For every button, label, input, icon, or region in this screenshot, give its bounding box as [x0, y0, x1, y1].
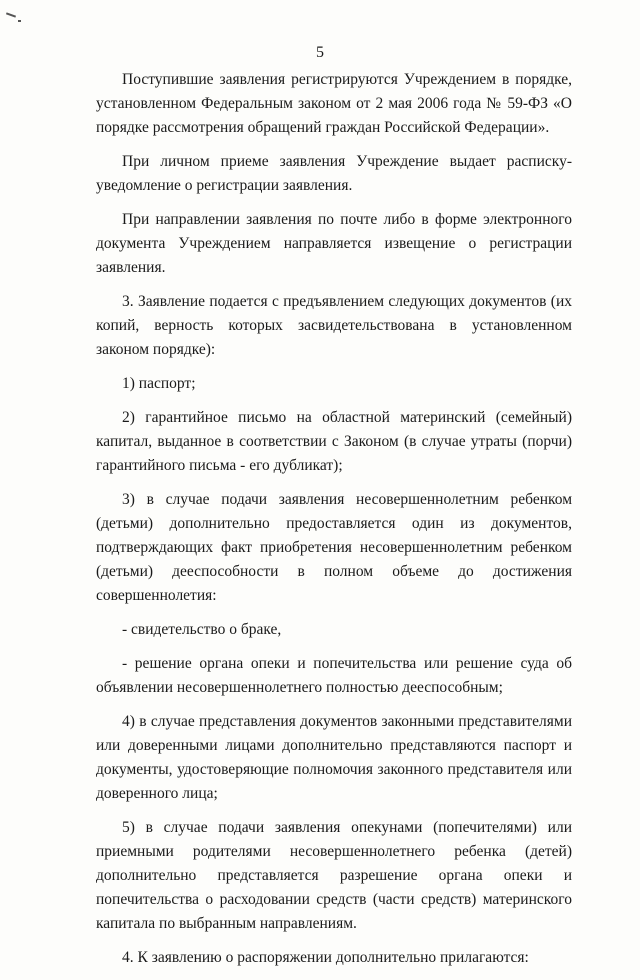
- list-item: 5) в случае подачи заявления опекунами (попечителями) или приемными родителями несовершеннолетнего ребенка (детей) дополнительно представляется разрешение органа опеки и попечительства о расходовании средств (части средств) материнского капитала по выбранным направлениям.: [96, 819, 572, 932]
- scan-mark: [6, 12, 16, 17]
- paragraph: Поступившие заявления регистрируются Учреждением в порядке, установленном Федеральным законом от 2 мая 2006 года № 59-ФЗ «О порядке рассмотрения обращений граждан Российской Федерации».: [96, 71, 572, 136]
- document-body: [96, 68, 572, 980]
- list-item: - свидетельство о браке,: [122, 621, 282, 638]
- page-number: 5: [316, 44, 324, 61]
- scan-mark: [18, 20, 21, 22]
- list-item: 4) в случае представления документов законными представителями или доверенными лицами дополнительно представляются паспорт и документы, удостоверяющие полномочия законного представителя или доверенного лица;: [96, 713, 572, 802]
- paragraph: При направлении заявления по почте либо в форме электронного документа Учреждением направляется извещение о регистрации заявления.: [96, 211, 572, 276]
- list-item: 3) в случае подачи заявления несовершеннолетним ребенком (детьми) дополнительно предоставляется один из документов, подтверждающих факт приобретения несовершеннолетним ребенком (детьми) дееспособности в полном объеме до достижения совершеннолетия:: [96, 491, 572, 604]
- paragraph: При личном приеме заявления Учреждение выдает расписку-уведомление о регистрации заявления.: [96, 153, 572, 194]
- list-item: 1) паспорт;: [122, 375, 196, 392]
- list-item: - решение органа опеки и попечительства или решение суда об объявлении несовершеннолетнего полностью дееспособным;: [96, 655, 572, 696]
- paragraph: 4. К заявлению о распоряжении дополнительно прилагаются:: [122, 949, 529, 966]
- paragraph: 3. Заявление подается с предъявлением следующих документов (их копий, верность которых засвидетельствована в установленном законом порядке):: [96, 293, 572, 358]
- list-item: 2) гарантийное письмо на областной материнский (семейный) капитал, выданное в соответствии с Законом (в случае утраты (порчи) гарантийного письма - его дубликат);: [96, 409, 572, 474]
